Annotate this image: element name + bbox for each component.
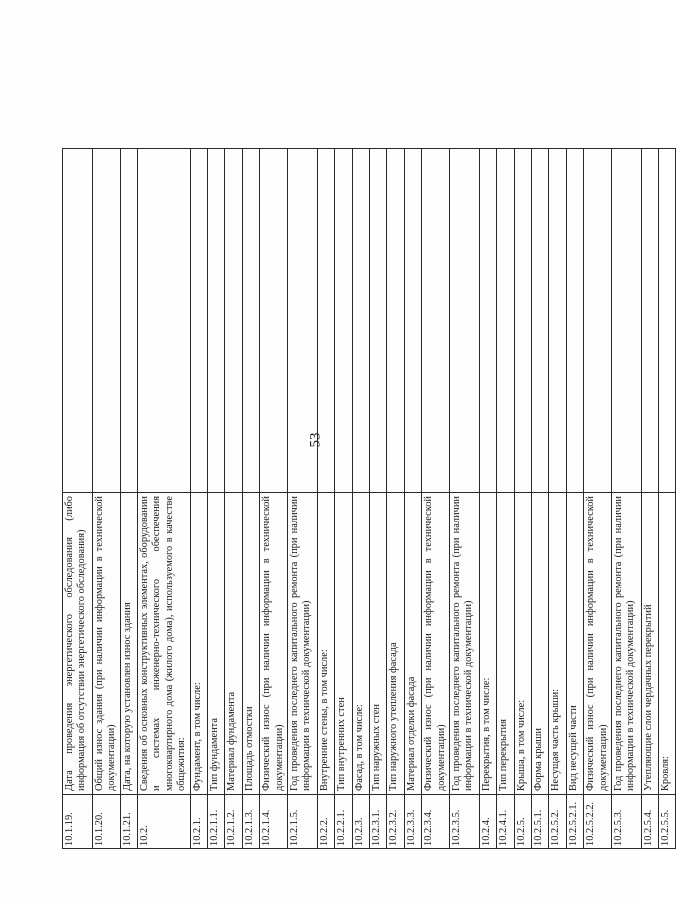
item-description: Несущая часть крыши: <box>549 493 566 795</box>
item-description: Общий износ здания (при наличии информации в технической документации) <box>92 493 120 795</box>
item-number: 10.2.1.2. <box>225 795 242 849</box>
item-value-cell <box>387 149 404 493</box>
item-value-cell <box>92 149 120 493</box>
item-description: Физический износ (при наличии информации в технической документации) <box>422 493 450 795</box>
item-description: Физический износ (при наличии информации в технической документации) <box>260 493 288 795</box>
item-description: Крыша, в том числе: <box>514 493 531 795</box>
item-number: 10.2.5.4. <box>641 795 658 849</box>
item-value-cell <box>479 149 496 493</box>
item-value-cell <box>514 149 531 493</box>
table-row <box>260 149 288 849</box>
item-number: 10.1.21. <box>120 795 137 849</box>
item-number: 10.2. <box>138 795 191 849</box>
item-number: 10.2.5.3. <box>611 795 641 849</box>
item-value-cell <box>497 149 514 493</box>
table-row <box>317 149 334 849</box>
rotated-table-container <box>62 149 672 849</box>
item-value-cell <box>584 149 612 493</box>
item-value-cell <box>659 149 676 493</box>
item-description: Дата, на которую установлен износ здания <box>120 493 137 795</box>
table-row <box>190 149 207 849</box>
item-value-cell <box>369 149 386 493</box>
item-number: 10.2.1. <box>190 795 207 849</box>
item-value-cell <box>611 149 641 493</box>
item-description: Физический износ (при наличии информации в технической документации) <box>584 493 612 795</box>
item-description: Год проведения последнего капитального ремонта (при наличии информации в технической документации) <box>611 493 641 795</box>
item-number: 10.2.3.1. <box>369 795 386 849</box>
table-row <box>611 149 641 849</box>
table-row <box>404 149 421 849</box>
item-number: 10.1.19. <box>63 795 93 849</box>
item-number: 10.2.3.2. <box>387 795 404 849</box>
item-number: 10.2.1.3. <box>242 795 259 849</box>
table-row <box>242 149 259 849</box>
item-description: Фундамент, в том числе: <box>190 493 207 795</box>
table-row <box>566 149 583 849</box>
item-value-cell <box>208 149 225 493</box>
item-value-cell <box>449 149 479 493</box>
table-row <box>497 149 514 849</box>
item-description: Тип фундамента <box>208 493 225 795</box>
item-description: Год проведения последнего капитального ремонта (при наличии информации в технической документации) <box>449 493 479 795</box>
item-value-cell <box>566 149 583 493</box>
item-value-cell <box>549 149 566 493</box>
item-description: Вид несущей части <box>566 493 583 795</box>
item-value-cell <box>138 149 191 493</box>
item-description: Материал фундамента <box>225 493 242 795</box>
table-row <box>92 149 120 849</box>
item-value-cell <box>531 149 548 493</box>
table-body <box>63 149 676 849</box>
item-number: 10.2.5.2. <box>549 795 566 849</box>
item-value-cell <box>317 149 334 493</box>
page-number: 53 <box>307 432 324 448</box>
table-row <box>641 149 658 849</box>
item-description: Форма крыши <box>531 493 548 795</box>
table-row <box>352 149 369 849</box>
item-description: Фасад, в том числе: <box>352 493 369 795</box>
item-description: Тип перекрытия <box>497 493 514 795</box>
item-number: 10.2.3. <box>352 795 369 849</box>
item-number: 10.2.4.1. <box>497 795 514 849</box>
item-value-cell <box>288 149 318 493</box>
item-description: Тип наружных стен <box>369 493 386 795</box>
item-number: 10.2.2.1. <box>335 795 352 849</box>
table-row <box>369 149 386 849</box>
table-row <box>659 149 676 849</box>
item-value-cell <box>404 149 421 493</box>
item-description: Дата проведения энергетического обследования (либо информация об отсутствии энергетического обследования) <box>63 493 93 795</box>
item-number: 10.2.3.3. <box>404 795 421 849</box>
item-value-cell <box>63 149 93 493</box>
item-number: 10.2.5. <box>514 795 531 849</box>
table-row <box>479 149 496 849</box>
item-number: 10.2.1.1. <box>208 795 225 849</box>
table-row <box>549 149 566 849</box>
item-description: Утепляющие слои чердачных перекрытий <box>641 493 658 795</box>
item-number: 10.2.3.5. <box>449 795 479 849</box>
item-number: 10.2.2. <box>317 795 334 849</box>
table-row <box>449 149 479 849</box>
item-description: Внутренние стены, в том числе: <box>317 493 334 795</box>
item-description: Тип наружного утепления фасада <box>387 493 404 795</box>
table-row <box>288 149 318 849</box>
item-description: Год проведения последнего капитального ремонта (при наличии информации в технической документации) <box>288 493 318 795</box>
item-description: Площадь отмостки <box>242 493 259 795</box>
item-value-cell <box>242 149 259 493</box>
item-description: Кровля: <box>659 493 676 795</box>
item-number: 10.2.1.5. <box>288 795 318 849</box>
item-number: 10.2.1.4. <box>260 795 288 849</box>
table-row <box>225 149 242 849</box>
table-row <box>138 149 191 849</box>
item-value-cell <box>225 149 242 493</box>
passport-table <box>62 148 676 849</box>
item-value-cell <box>120 149 137 493</box>
item-description: Сведения об основных конструктивных элементах, оборудовании и системах инженерно-технического обеспечения многоквартирного дома (жилого дома), используемого в качестве общежития: <box>138 493 191 795</box>
table-row <box>335 149 352 849</box>
table-row <box>531 149 548 849</box>
table-row <box>584 149 612 849</box>
item-value-cell <box>260 149 288 493</box>
table-row <box>120 149 137 849</box>
table-row <box>208 149 225 849</box>
item-description: Материал отделки фасада <box>404 493 421 795</box>
table-row <box>514 149 531 849</box>
table-row <box>63 149 93 849</box>
item-number: 10.2.5.2.1. <box>566 795 583 849</box>
item-number: 10.2.5.2.2. <box>584 795 612 849</box>
item-value-cell <box>422 149 450 493</box>
item-number: 10.2.4. <box>479 795 496 849</box>
item-value-cell <box>335 149 352 493</box>
item-number: 10.2.3.4. <box>422 795 450 849</box>
item-value-cell <box>352 149 369 493</box>
item-value-cell <box>190 149 207 493</box>
item-number: 10.2.5.1. <box>531 795 548 849</box>
table-row <box>422 149 450 849</box>
item-number: 10.2.5.5. <box>659 795 676 849</box>
item-value-cell <box>641 149 658 493</box>
item-number: 10.1.20. <box>92 795 120 849</box>
item-description: Перекрытия, в том числе: <box>479 493 496 795</box>
table-row <box>387 149 404 849</box>
item-description: Тип внутренних стен <box>335 493 352 795</box>
